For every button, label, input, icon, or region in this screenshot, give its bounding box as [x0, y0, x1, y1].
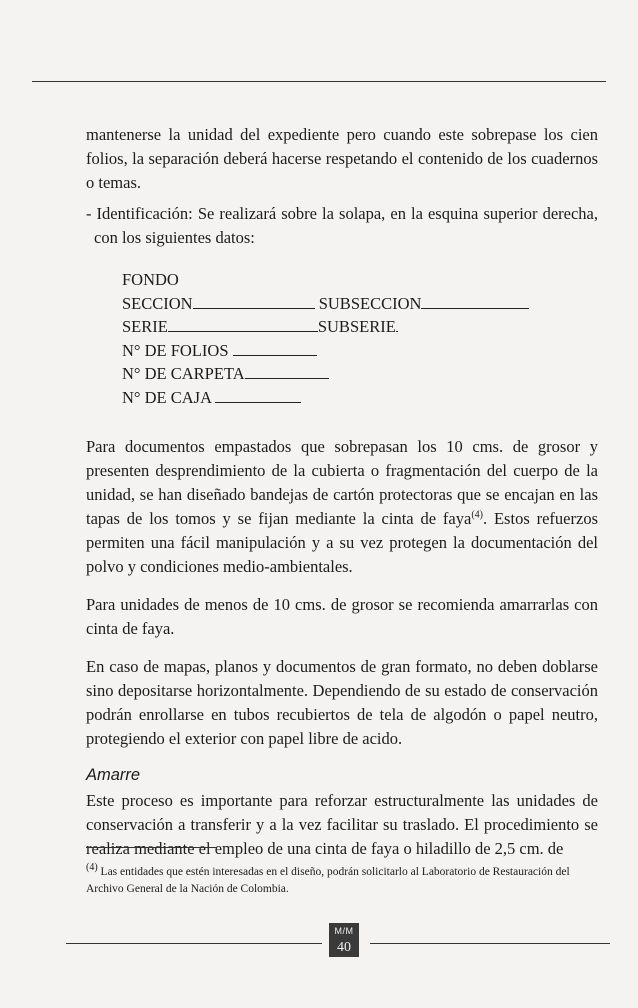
footnote-rule [86, 847, 216, 848]
identificacion-item: - Identificación: Se realizará sobre la solapa, en la esquina superior derecha, con los siguientes datos: [86, 204, 598, 247]
footnote-text: Las entidades que estén interesadas en el diseño, podrán solicitarlo al Laboratorio de Restauración del Archivo General de la Nación de Colombia. [86, 866, 570, 895]
caja-blank [215, 386, 301, 403]
datos-caja [122, 386, 598, 410]
logo-text: M/M [334, 926, 354, 936]
datos-seccion [122, 292, 598, 316]
page-number: 40 [337, 940, 351, 955]
label-data-list [122, 268, 598, 409]
subserie-blank [396, 315, 398, 332]
header-rule [32, 81, 606, 82]
fondo-label: FONDO [122, 270, 179, 289]
footnote [86, 864, 598, 898]
serie-label: SERIE [122, 317, 168, 336]
carpeta-blank [245, 362, 329, 379]
footnote-marker: (4) [86, 862, 98, 874]
intro-paragraph: mantenerse la unidad del expediente pero cuando este sobrepase los cien folios, la separación deberá hacerse respetando el contenido de los cuadernos o temas. [86, 125, 598, 192]
subserie-label: SUBSERIE [317, 317, 396, 336]
folios-label: N° DE FOLIOS [122, 340, 229, 360]
mapas-paragraph: En caso de mapas, planos y documentos de gran formato, no deben doblarse sino depositarse horizontalmente. Dependiendo de su estado de conservación podrán enrollarse en tubos recubiertos de tela de algodón o papel neutro, protegiendo el exterior con papel libre de acido. [86, 657, 598, 748]
amarre-heading: Amarre [86, 766, 141, 784]
seccion-label: SECCION [122, 293, 193, 313]
subseccion-blank [421, 292, 529, 309]
datos-folios [122, 339, 598, 363]
footer-rule-right [370, 943, 610, 944]
datos-carpeta [122, 362, 598, 386]
folios-blank [233, 339, 317, 356]
datos-fondo [122, 268, 598, 292]
seccion-blank [193, 292, 315, 309]
empastados-text-b: . Estos refuerzos permiten una fácil manipulación y a su vez protegen la documentación del polvo y condiciones medio-ambientales. [86, 509, 598, 576]
footer-rule-left [66, 943, 322, 944]
subseccion-label: SUBSECCION [318, 293, 422, 313]
empastados-text-a: Para documentos empastados que sobrepasan los 10 cms. de grosor y presenten desprendimiento de la cubierta o fragmentación del cuerpo de la unidad, se han diseñado bandejas de cartón protectoras que se encajan en las tapas de los tomos y se fijan mediante la cinta de faya [86, 437, 598, 528]
datos-serie [122, 315, 598, 339]
page-body [86, 123, 598, 861]
menos10-paragraph: Para unidades de menos de 10 cms. de grosor se recomienda amarrarlas con cinta de faya. [86, 595, 598, 638]
carpeta-label: N° DE CARPETA [122, 364, 245, 383]
amarre-paragraph: Este proceso es importante para reforzar estructuralmente las unidades de conservación a transferir y a la vez facilitar su traslado. El procedimiento se realiza mediante el empleo de una cinta de faya o hiladillo de 2,5 cm. de [86, 791, 598, 858]
empastados-paragraph [86, 435, 598, 579]
serie-blank [168, 315, 318, 332]
footnote-ref: (4) [471, 509, 483, 521]
caja-label: N° DE CAJA [122, 387, 212, 407]
